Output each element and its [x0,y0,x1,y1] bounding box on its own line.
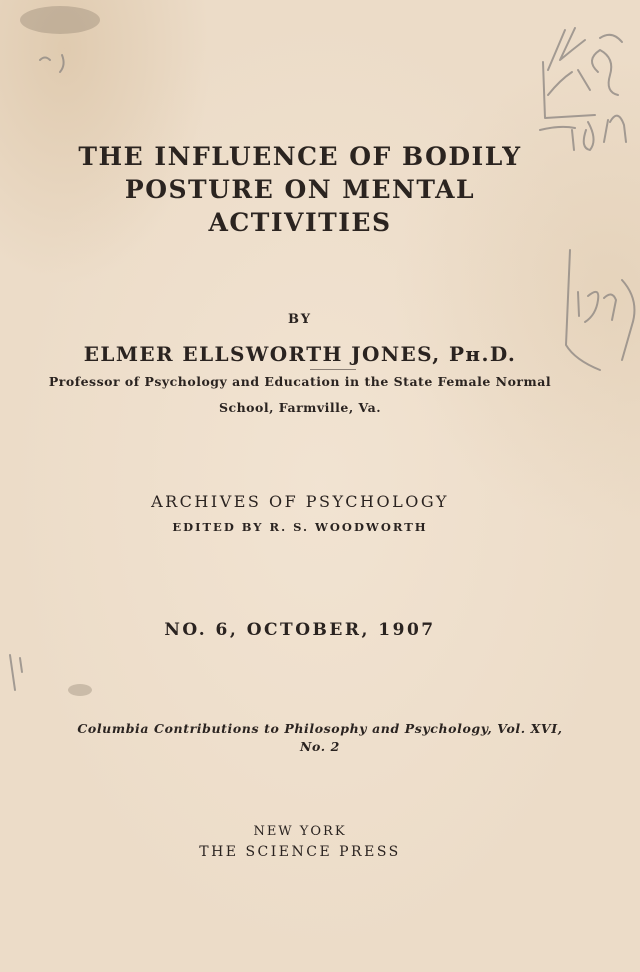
title-line-1: THE INFLUENCE OF BODILY [78,142,522,171]
by-label: BY [287,312,313,327]
publication-place: NEW YORK [253,824,347,839]
publisher-name: THE SCIENCE PRESS [199,844,401,860]
series-title: ARCHIVES OF PSYCHOLOGY [151,492,449,511]
affiliation-line-2: School, Farmville, Va. [218,400,382,415]
author-affiliation [40,372,560,418]
contribution-line-1: Columbia Contributions to Philosophy and Psychology, Vol. XVI, [77,721,563,736]
author-name: ELMER ELLSWORTH JONES, Pʜ.D. [83,342,517,366]
series-editor: EDITED BY R. S. WOODWORTH [172,520,428,534]
issue-number: NO. 6, OCTOBER, 1907 [164,620,436,640]
contribution-line-2: No. 2 [300,739,340,754]
divider-dash [310,369,356,370]
title-line-2: POSTURE ON MENTAL [124,175,476,204]
contribution-series [40,720,600,756]
affiliation-line-1: Professor of Psychology and Education in the State Female Normal [48,374,552,389]
book-title [60,140,540,239]
title-line-3: ACTIVITIES [208,208,392,237]
